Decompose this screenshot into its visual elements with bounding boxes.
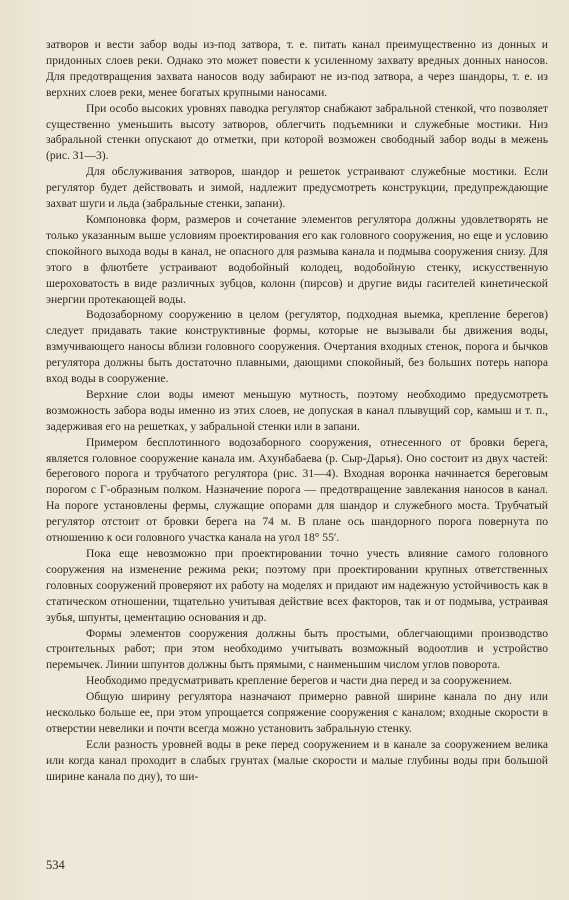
paragraph: Необходимо предусматривать крепление берегов и части дна перед и за сооружением. bbox=[86, 674, 512, 688]
paragraph: Формы элементов сооружения должны быть простыми, облегчающими производство строительных работ; при этом необходимо учитывать возможный водоотлив и устройство перемычек. Линии шпунтов должны быть прямыми, с наименьшим числом углов поворота. bbox=[46, 626, 548, 672]
body-text bbox=[46, 37, 548, 785]
paragraph: Общую ширину регулятора назначают примерно равной ширине канала по дну или несколько больше ее, при этом упрощается сопряжение сооружения с каналом; входные скорости в отверстии невелики и почти всегда можно установить забральную стенку. bbox=[46, 690, 548, 735]
paragraph: затворов и вести забор воды из-под затвора, т. е. питать канал преимущественно из донных и придонных слоев реки. Однако это может повести к усиленному захвату вредных донных наносов. Для предотвращения захвата наносов воду забирают не из-под затвора, а через шандоры, т. е. из верхних слоев реки, менее богатых крупными наносами. bbox=[46, 38, 548, 99]
paragraph: Водозаборному сооружению в целом (регулятор, подходная выемка, крепление берегов) следует придавать такие конструктивные формы, которые не вызывали бы движения воды, взмучивающего наносы вблизи головного сооружения. Очертания входных стенок, порога и бычков регулятора должны быть достаточно плавными, дающими спокойный, без больших потерь напора вход воды в сооружение. bbox=[46, 308, 548, 386]
paragraph: Для обслуживания затворов, шандор и решеток устраивают служебные мостики. Если регулятор будет действовать и зимой, надлежит предусмотреть конструкции, предупреждающие захват шуги и льда (забральные стенки, запани). bbox=[46, 165, 548, 211]
paragraph: Примером бесплотинного водозаборного сооружения, отнесенного от бровки берега, является головное сооружение канала им. Ахунбабаева (р. Сыр-Дарья). Оно состоит из двух частей: берегового порога и трубчатого регулятора (рис. 31—4). Входная воронка начинается береговым порогом с Г-образным полком. Назначение порога — предотвращение завлекания наносов в канал. На пороге установлены фермы, служащие опорами для шандор и служебного моста. Трубчатый регулятор отстоит от бровки берега на 74 м. В плане ось шандорного порога повернута по отношению к оси головного участка канала на угол 18° 55′. bbox=[46, 435, 548, 545]
paragraph: Компоновка форм, размеров и сочетание элементов регулятора должны удовлетворять не только указанным выше условиям проектирования его как головного сооружения, но еще и условию спокойного выхода воды в канал, не опасного для размыва канала и подмыва сооружения снизу. Для этого в флютбете устраивают водобойный колодец, водобойную стенку, искусственную шероховатость в виде различных зубцов, колонн (пирсов) и другие виды гасителей кинетической энергии протекающей воды. bbox=[46, 212, 548, 306]
paragraph: Пока еще невозможно при проектировании точно учесть влияние самого головного сооружения на изменение режима реки; поэтому при проектировании крупных ответственных головных сооружений проверяют их работу на моделях и придают им надежную устойчивость как в статическом отношении, тщательно учитывая действие всех факторов, так и от подмыва, устраивая зубья, шпунты, цементацию основания и др. bbox=[46, 547, 548, 624]
paragraph: Верхние слои воды имеют меньшую мутность, поэтому необходимо предусмотреть возможность забора воды именно из этих слоев, не допуская в канал плывущий сор, камыш и т. п., задерживая его на решетках, у забральной стенки или в запани. bbox=[46, 387, 548, 433]
paragraph: Если разность уровней воды в реке перед сооружением и в канале за сооружением велика или когда канал проходит в слабых грунтах (малые скорости и малые глубины воды при большой ширине канала по дну), то ши- bbox=[46, 737, 548, 783]
page-number: 534 bbox=[46, 858, 65, 872]
paragraph: При особо высоких уровнях паводка регулятор снабжают забральной стенкой, что позволяет существенно уменьшить высоту затворов, облегчить подъемники и служебные мостики. Низ забральной стенки опускают до отметки, при которой возможен свободный забор воды в межень (рис. 31—3). bbox=[46, 101, 548, 163]
